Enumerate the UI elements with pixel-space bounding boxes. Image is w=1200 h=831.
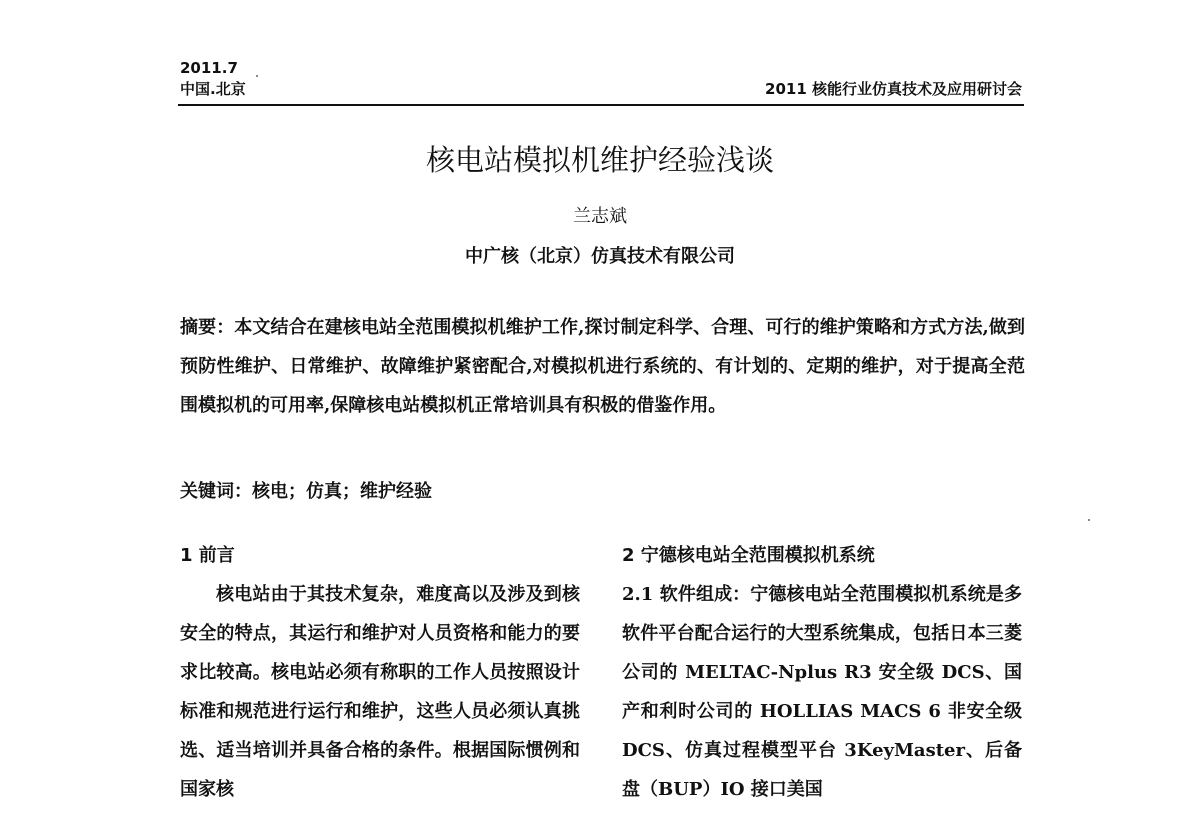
keywords [180, 474, 1025, 510]
abstract [180, 308, 1025, 425]
right-column [622, 536, 1022, 809]
keywords-text: 核电；仿真；维护经验 [252, 481, 432, 502]
header-left [180, 58, 246, 100]
scan-speck [256, 75, 258, 77]
paper-title: 核电站模拟机维护经验浅谈 [425, 143, 774, 177]
section-heading-intro: 1 前言 [180, 545, 235, 566]
paper-affiliation: 中广核（北京）仿真技术有限公司 [465, 246, 735, 267]
section-heading-system: 2 宁德核电站全范围模拟机系统 [622, 545, 875, 566]
scan-speck [1088, 519, 1090, 521]
software-paragraph: 2.1 软件组成：宁德核电站全范围模拟机系统是多软件平台配合运行的大型系统集成，包括日本三菱公司的 MELTAC-Nplus R3 安全级 DCS、国产和利时公司的 HOLLIAS MACS 6 非安全级 DCS、仿真过程模型平台 3KeyMaster、后备盘（BUP）IO 接口美国 [622, 584, 1022, 800]
abstract-text: 本文结合在建核电站全范围模拟机维护工作,探讨制定科学、合理、可行的维护策略和方式方法,做到预防性维护、日常维护、故障维护紧密配合,对模拟机进行系统的、有计划的、定期的维护，对于提高全范围模拟机的可用率,保障核电站模拟机正常培训具有积极的借鉴作用。 [180, 317, 1026, 416]
header-date: 2011.7 [180, 59, 238, 77]
header-location: 中国.北京 [180, 80, 246, 98]
abstract-label: 摘要： [180, 317, 235, 338]
header-rule [178, 104, 1024, 106]
left-column [180, 536, 580, 809]
intro-paragraph: 核电站由于其技术复杂，难度高以及涉及到核安全的特点，其运行和维护对人员资格和能力的要求比较高。核电站必须有称职的工作人员按照设计标准和规范进行运行和维护，这些人员必须认真挑选、适当培训并具备合格的条件。根据国际惯例和国家核 [180, 584, 580, 800]
paper-author: 兰志斌 [573, 206, 627, 227]
keywords-label: 关键词： [180, 481, 252, 502]
header-conference: 2011 核能行业仿真技术及应用研讨会 [765, 80, 1022, 98]
